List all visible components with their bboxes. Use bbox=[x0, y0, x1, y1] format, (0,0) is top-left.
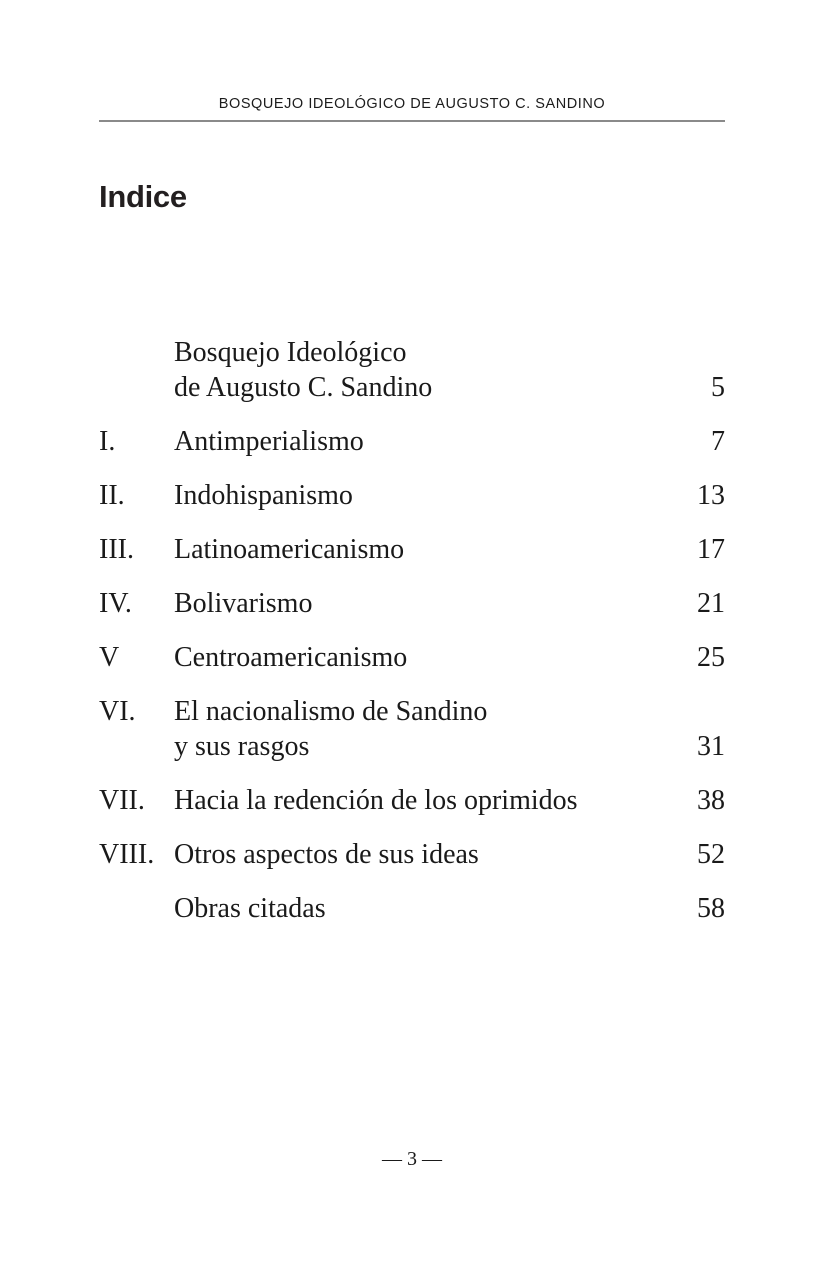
toc-entry-title-line: y sus rasgos bbox=[174, 731, 310, 762]
toc-entry-title-line: Bolivarismo bbox=[174, 588, 313, 619]
toc-entry-numeral: VIII. bbox=[99, 839, 155, 870]
toc-entry-title bbox=[174, 335, 675, 405]
toc-entry-title-line: Indohispanismo bbox=[174, 480, 353, 511]
toc-entry-title bbox=[174, 640, 675, 675]
toc-entry-numeral: I. bbox=[99, 426, 116, 457]
toc-entry-page-number: 5 bbox=[711, 372, 725, 403]
toc-entry-title bbox=[174, 891, 675, 926]
toc-entry-title-line: Hacia la redención de los oprimidos bbox=[174, 785, 578, 816]
toc-entry-title bbox=[174, 532, 675, 567]
toc-entry[interactable] bbox=[99, 586, 725, 621]
toc-entry-title-line: Bosquejo Ideológico bbox=[174, 337, 407, 368]
toc-entry-page-number: 58 bbox=[697, 893, 725, 924]
toc-entry-title-line: Antimperialismo bbox=[174, 426, 364, 457]
running-header: BOSQUEJO IDEOLÓGICO DE AUGUSTO C. SANDINO bbox=[218, 96, 606, 112]
header-rule bbox=[99, 120, 725, 122]
toc-entry[interactable] bbox=[99, 640, 725, 675]
toc-entry-numeral: VI. bbox=[99, 696, 136, 727]
toc-entry-page-number: 31 bbox=[697, 731, 725, 762]
toc-entry[interactable] bbox=[99, 532, 725, 567]
toc-entry-title-line: Centroamericanismo bbox=[174, 642, 408, 673]
toc-entry-title-line: Latinoamericanismo bbox=[174, 534, 405, 565]
toc-entry-title bbox=[174, 586, 675, 621]
toc-entry-page-number: 7 bbox=[711, 426, 725, 457]
toc-entry[interactable] bbox=[99, 335, 725, 405]
toc-entry-page-number: 38 bbox=[697, 785, 725, 816]
toc-entry-page-number: 21 bbox=[697, 588, 725, 619]
toc-entry-page-number: 13 bbox=[697, 480, 725, 511]
toc-entry[interactable] bbox=[99, 891, 725, 926]
page-folio: — 3 — bbox=[382, 1148, 442, 1170]
table-of-contents bbox=[99, 335, 725, 945]
toc-entry-title bbox=[174, 837, 675, 872]
toc-entry-numeral: IV. bbox=[99, 588, 132, 619]
toc-entry-title-line: Obras citadas bbox=[174, 893, 326, 924]
toc-entry-page-number: 17 bbox=[697, 534, 725, 565]
toc-entry-numeral: II. bbox=[99, 480, 125, 511]
toc-entry[interactable] bbox=[99, 783, 725, 818]
toc-entry-page-number: 25 bbox=[697, 642, 725, 673]
toc-entry-title bbox=[174, 424, 675, 459]
toc-entry-title bbox=[174, 783, 675, 818]
toc-entry-numeral: V bbox=[99, 642, 120, 673]
toc-entry-title bbox=[174, 694, 675, 764]
toc-entry[interactable] bbox=[99, 424, 725, 459]
toc-entry-title bbox=[174, 478, 675, 513]
toc-entry-page-number: 52 bbox=[697, 839, 725, 870]
toc-entry[interactable] bbox=[99, 837, 725, 872]
toc-entry-title-line: Otros aspectos de sus ideas bbox=[174, 839, 479, 870]
page-title: Indice bbox=[99, 178, 187, 214]
toc-entry-numeral: VII. bbox=[99, 785, 145, 816]
toc-entry-numeral: III. bbox=[99, 534, 134, 565]
toc-entry-title-line: de Augusto C. Sandino bbox=[174, 372, 433, 403]
toc-entry[interactable] bbox=[99, 478, 725, 513]
toc-entry-title-line: El nacionalismo de Sandino bbox=[174, 696, 488, 727]
toc-entry[interactable] bbox=[99, 694, 725, 764]
